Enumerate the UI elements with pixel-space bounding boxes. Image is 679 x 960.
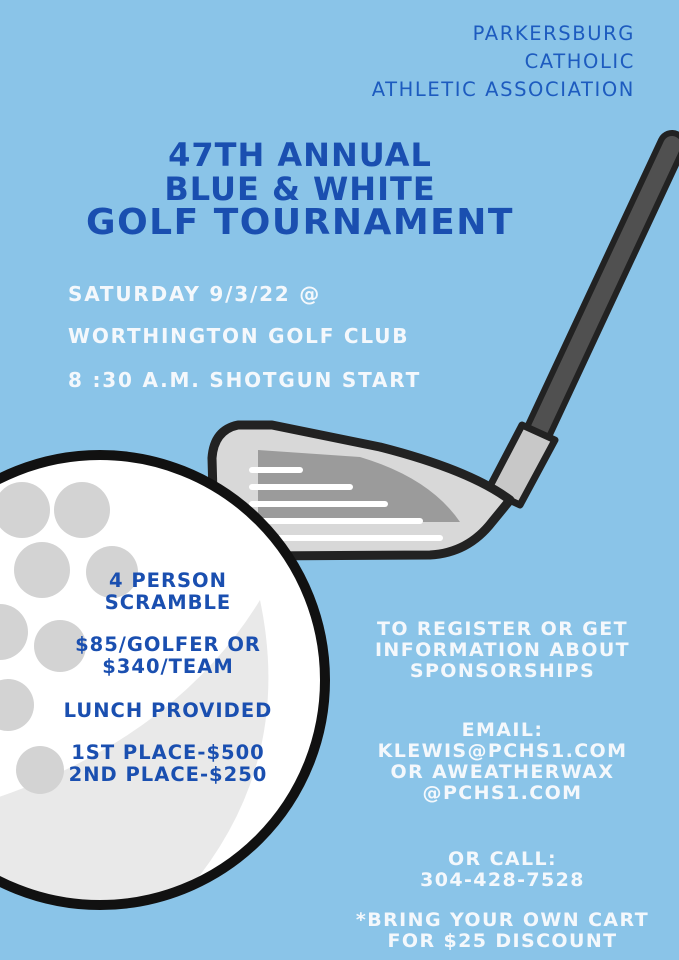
event-venue: WORTHINGTON GOLF CLUB xyxy=(68,324,410,348)
register-line2: INFORMATION ABOUT xyxy=(374,639,631,661)
register-line3: SPONSORSHIPS xyxy=(409,660,596,682)
email-or-line: OR AWEATHERWAX xyxy=(390,761,615,783)
title-line2: BLUE & WHITE xyxy=(164,170,436,208)
call-info xyxy=(330,849,675,891)
cart-line1: *BRING YOUR OWN CART xyxy=(355,909,650,931)
register-info xyxy=(330,619,675,682)
org-name-line2: CATHOLIC xyxy=(524,50,635,73)
title-line1: 47TH ANNUAL xyxy=(168,136,432,174)
call-label: OR CALL: xyxy=(447,848,558,870)
prize-info xyxy=(18,742,318,786)
email-info xyxy=(330,720,675,804)
cart-line2: FOR $25 DISCOUNT xyxy=(387,930,618,952)
prize-second: 2ND PLACE-$250 xyxy=(68,763,268,786)
lunch-info: LUNCH PROVIDED xyxy=(63,699,273,722)
email-label: EMAIL: xyxy=(461,719,544,741)
org-name-line1: PARKERSBURG xyxy=(472,22,635,45)
event-date: SATURDAY 9/3/22 @ xyxy=(68,282,322,306)
phone-number: 304-428-7528 xyxy=(420,869,585,891)
title-line3: GOLF TOURNAMENT xyxy=(86,202,514,243)
price-info xyxy=(18,634,318,678)
format-line1: 4 PERSON xyxy=(109,569,227,592)
email-address-1: KLEWIS@PCHS1.COM xyxy=(377,740,628,762)
prize-first: 1ST PLACE-$500 xyxy=(71,741,265,764)
price-line2: $340/TEAM xyxy=(102,655,234,678)
event-start-time: 8 :30 A.M. SHOTGUN START xyxy=(68,368,422,392)
format-line2: SCRAMBLE xyxy=(104,591,232,614)
format-info xyxy=(18,570,318,614)
register-line1: TO REGISTER OR GET xyxy=(376,618,628,640)
org-name-line3: ATHLETIC ASSOCIATION xyxy=(371,78,635,101)
price-line1: $85/GOLFER OR xyxy=(75,633,261,656)
cart-discount-note xyxy=(330,910,675,952)
email-address-2-domain: @PCHS1.COM xyxy=(422,782,583,804)
